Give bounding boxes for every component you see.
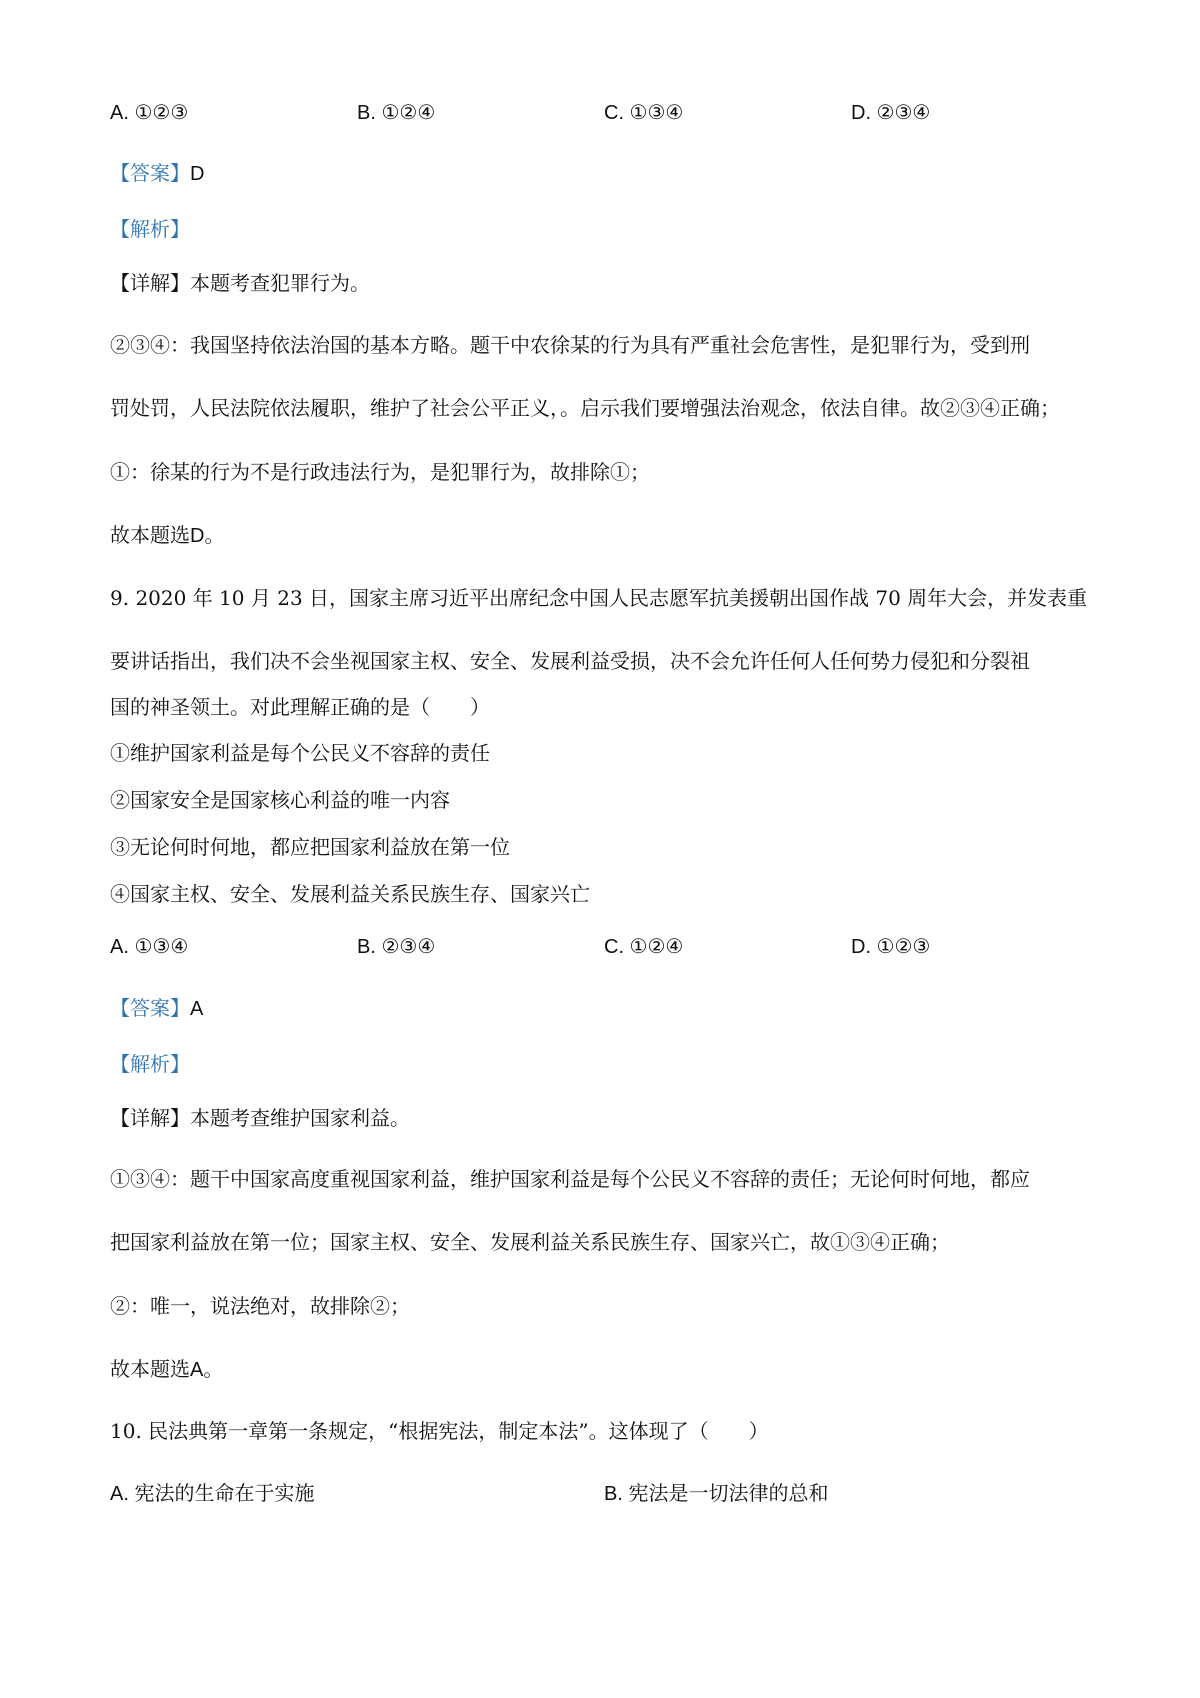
q9-analysis-label: 【解析】 [110, 1052, 190, 1076]
detail-text: 本题考查维护国家利益。 [190, 1106, 410, 1130]
q10-option-b: B. 宪法是一切法律的总和 [604, 1483, 829, 1505]
q8-answer [110, 158, 204, 189]
q10-option-a: A. 宪法的生命在于实施 [110, 1483, 315, 1505]
q8-conclusion [110, 520, 224, 551]
q9-statement-2: ②国家安全是国家核心利益的唯一内容 [110, 788, 450, 812]
q9-stem-line-2: 要讲话指出，我们决不会坐视国家主权、安全、发展利益受损，决不会允许任何人任何势力侵犯和分裂祖 [110, 649, 1030, 673]
q8-explanation-line-1: ②③④：我国坚持依法治国的基本方略。题干中农徐某的行为具有严重社会危害性，是犯罪行为，受到刑 [110, 333, 1030, 357]
answer-label: 【答案】 [110, 996, 190, 1020]
q9-conclusion [110, 1354, 223, 1385]
q8-option-d: D. ②③④ [851, 102, 931, 124]
q8-option-a: A. ①②③ [110, 102, 189, 124]
conclusion-prefix: 故本题选 [110, 523, 190, 547]
conclusion-suffix: 。 [203, 1357, 224, 1381]
detail-text: 本题考查犯罪行为。 [190, 271, 370, 295]
detail-label: 【详解】 [110, 1106, 190, 1130]
answer-label: 【答案】 [110, 161, 190, 185]
q9-explanation-line-2: 把国家利益放在第一位；国家主权、安全、发展利益关系民族生存、国家兴亡，故①③④正确； [110, 1230, 950, 1254]
q9-explanation-line-1: ①③④：题干中国家高度重视国家利益，维护国家利益是每个公民义不容辞的责任；无论何时何地，都应 [110, 1167, 1030, 1191]
answer-value: D [190, 163, 205, 185]
conclusion-answer: D [190, 525, 205, 547]
q9-statement-4: ④国家主权、安全、发展利益关系民族生存、国家兴亡 [110, 882, 590, 906]
q8-analysis-label: 【解析】 [110, 217, 190, 241]
q9-option-c: C. ①②④ [604, 936, 684, 958]
q8-explanation-line-3: ①：徐某的行为不是行政违法行为，是犯罪行为，故排除①； [110, 460, 650, 484]
answer-value: A [190, 998, 204, 1020]
q9-stem-line-3: 国的神圣领土。对此理解正确的是（ ） [110, 695, 490, 719]
q9-detail [110, 1103, 410, 1133]
q8-explanation-line-2: 罚处罚，人民法院依法履职，维护了社会公平正义，。启示我们要增强法治观念，依法自律。故②③④正确； [110, 396, 1060, 420]
q10-stem: 10. 民法典第一章第一条规定，“根据宪法，制定本法”。这体现了（ ） [110, 1419, 769, 1443]
q9-statement-3: ③无论何时何地，都应把国家利益放在第一位 [110, 835, 510, 859]
q9-option-d: D. ①②③ [851, 936, 931, 958]
q9-option-b: B. ②③④ [357, 936, 436, 958]
conclusion-prefix: 故本题选 [110, 1357, 190, 1381]
q8-detail [110, 268, 370, 298]
q9-explanation-line-3: ②：唯一，说法绝对，故排除②； [110, 1294, 410, 1318]
detail-label: 【详解】 [110, 271, 190, 295]
q9-answer [110, 993, 203, 1024]
q8-option-b: B. ①②④ [357, 102, 436, 124]
q8-option-c: C. ①③④ [604, 102, 684, 124]
q9-option-a: A. ①③④ [110, 936, 189, 958]
q9-stem-line-1: 9. 2020 年 10 月 23 日，国家主席习近平出席纪念中国人民志愿军抗美援朝出国作战 70 周年大会，并发表重 [110, 586, 1088, 610]
conclusion-suffix: 。 [204, 523, 225, 547]
q9-statement-1: ①维护国家利益是每个公民义不容辞的责任 [110, 741, 490, 765]
conclusion-answer: A [190, 1359, 204, 1381]
